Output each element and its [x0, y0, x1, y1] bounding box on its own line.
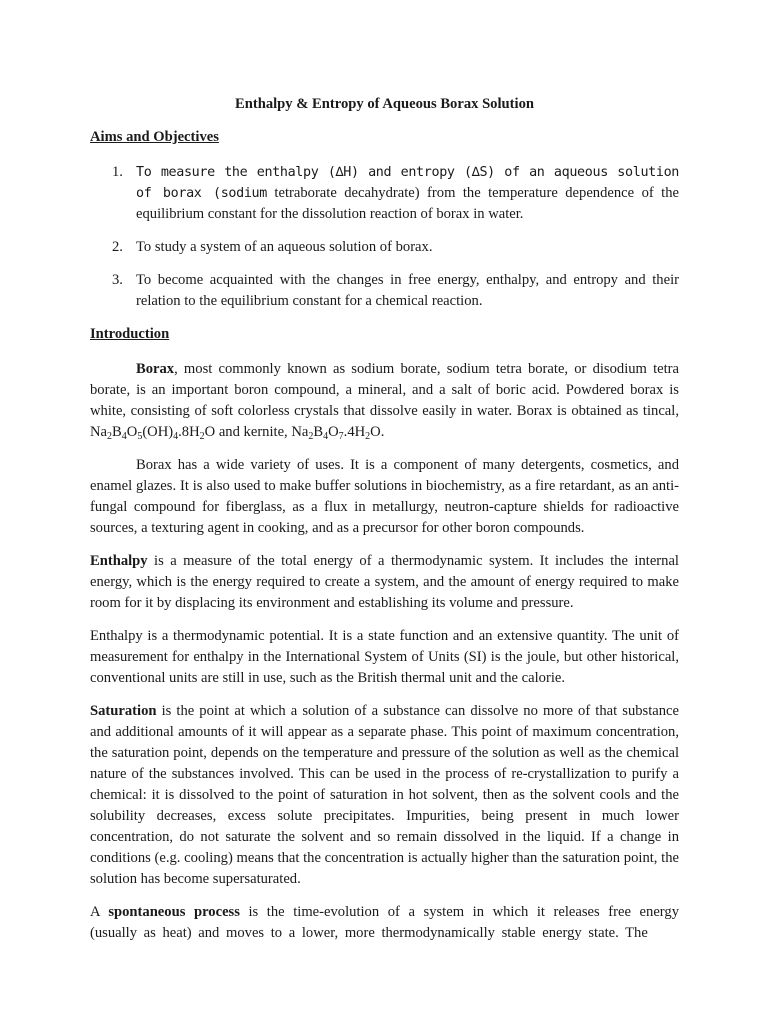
paragraph-spontaneous: A spontaneous process is the time-evolution of a system in which it releases free energy (usually as heat) and moves to a lower, more thermodynamically stable energy state. The — [90, 904, 679, 941]
formula-tincal: $Na_2B_4O_5(OH)_4.8H_2O$ — [90, 424, 216, 442]
paragraph-enthalpy: Enthalpy is a measure of the total energy of a thermodynamic system. It includes the internal energy, which is the energy required to create a system, and the amount of energy required to make room for it by displacing its environment and establishing its volume and pressure. — [90, 553, 679, 611]
objectives-list — [90, 162, 679, 312]
formula-kernite: $Na_2B_4O_7.4H_2O$ — [291, 424, 381, 442]
term-enthalpy: Enthalpy — [90, 553, 148, 569]
term-saturation: Saturation — [90, 703, 157, 719]
objective-number: 3. — [112, 272, 123, 288]
objective-text: To become acquainted with the changes in free energy, enthalpy, and entropy and their relation to the equilibrium constant for a chemical reaction. — [136, 272, 679, 309]
paragraph-enthalpy-units: Enthalpy is a thermodynamic potential. It is a state function and an extensive quantity. The unit of measurement for enthalpy in the International System of Units (SI) is the joule, but other historical, conventional units are still in use, such as the British thermal unit and the calorie. — [90, 628, 679, 686]
term-spontaneous-process: spontaneous process — [108, 904, 240, 920]
objective-number: 2. — [112, 239, 123, 255]
paragraph-borax-uses: Borax has a wide variety of uses. It is a component of many detergents, cosmetics, and enamel glazes. It is also used to make buffer solutions in biochemistry, as a fire retardant, as an anti-fungal compound for fiberglass, as a flux in metallurgy, neutron-capture shields for radioactive sources, a texturing agent in cooking, and as a precursor for other boron compounds. — [90, 457, 679, 536]
objective-text: To study a system of an aqueous solution of borax. — [136, 239, 433, 255]
term-borax: Borax — [136, 361, 175, 377]
aims-heading: Aims and Objectives — [90, 129, 219, 145]
objective-text-lead: To measure the enthalpy (∆H) and entropy (∆S) of an aqueous solution of borax (sodium — [136, 165, 679, 201]
paragraph-borax: Borax, most commonly known as sodium borate, sodium tetra borate, or disodium tetra borate, is an important boron compound, a mineral, and a salt of boric acid. Powdered borax is white, consisting of soft colorless crystals that dissolve easily in water. Borax is obtained as tincal, $Na_2B_4O_5(OH)_4.8H_2O$ and kernite, $Na_2B_4O_7.4H_2O$. — [90, 361, 679, 442]
objective-item — [90, 162, 679, 225]
document-title: Enthalpy & Entropy of Aqueous Borax Solution — [235, 96, 534, 112]
paragraph-saturation: Saturation is the point at which a solution of a substance can dissolve no more of that substance and additional amounts of it will appear as a separate phase. This point of maximum concentration, the saturation point, depends on the temperature and pressure of the solution as well as the chemical nature of the substances involved. This can be used in the process of re-crystallization to purify a chemical: it is dissolved to the point of saturation in hot solvent, then as the solvent cools and the solubility decreases, excess solute precipitates. Impurities, being present in much lower concentration, do not saturate the solvent and so remain dissolved in the liquid. If a change in conditions (e.g. cooling) means that the concentration is actually higher than the saturation point, the solution has become supersaturated. — [90, 703, 679, 887]
objective-number: 1. — [112, 164, 123, 180]
objective-text: tetraborate decahydrate) from the temperature dependence of the equilibrium constant for the dissolution reaction of borax in water. — [136, 185, 679, 222]
objective-item — [90, 237, 679, 258]
objective-item — [90, 270, 679, 312]
introduction-heading: Introduction — [90, 326, 170, 342]
